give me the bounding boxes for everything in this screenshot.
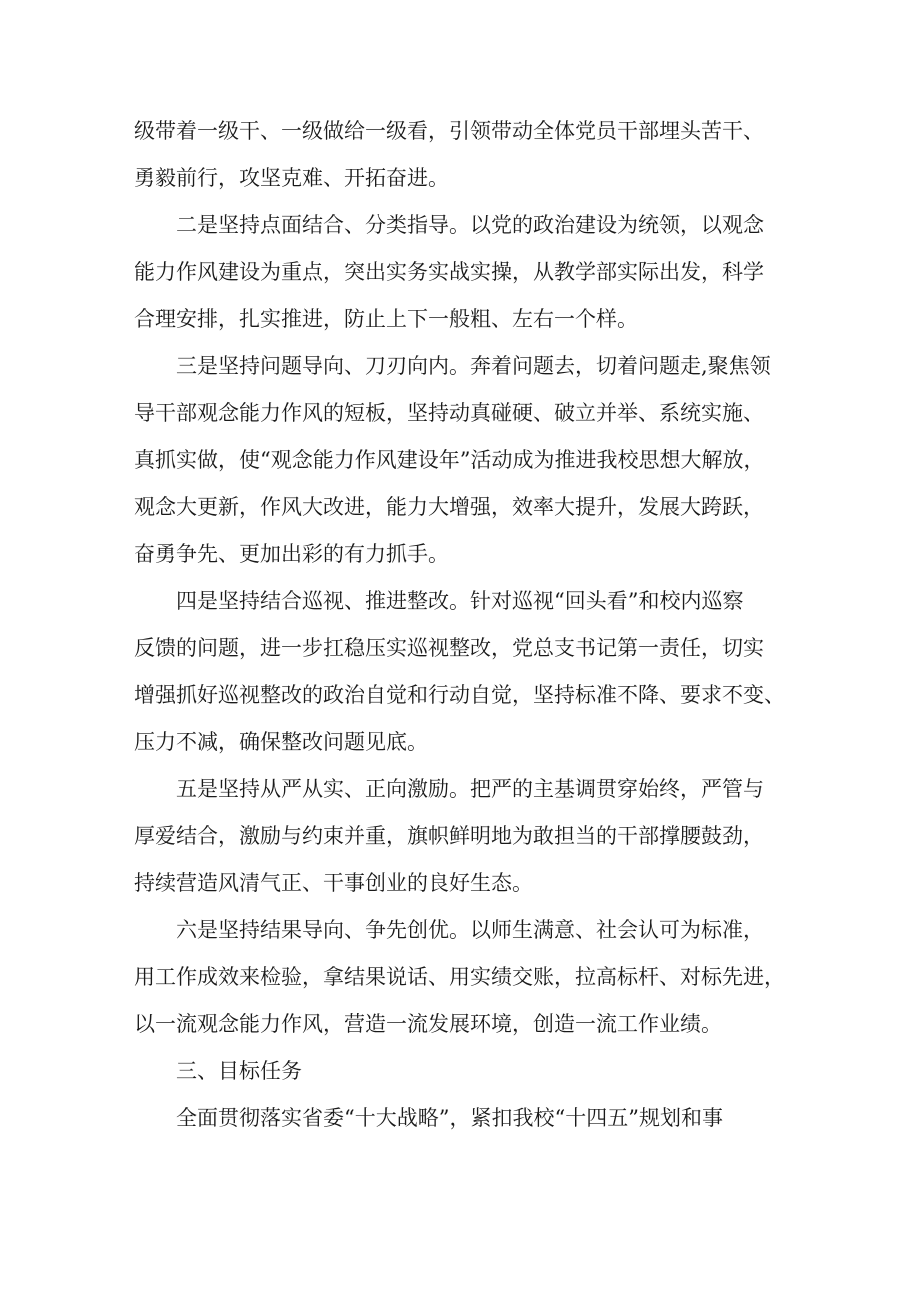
text-line: 反馈的问题，进一步扛稳压实巡视整改，党总支书记第一责任，切实 (134, 636, 764, 660)
paragraph-continuation (134, 108, 806, 202)
paragraph-point-six (134, 907, 806, 1048)
text-line: 勇毅前行，攻坚克难、开拓奋进。 (134, 166, 449, 190)
text-line: 级带着一级干、一级做给一级看，引领带动全体党员干部埋头苦干、 (134, 119, 764, 143)
text-line: 导干部观念能力作风的短板，坚持动真碰硬、破立并举、系统实施、 (134, 401, 764, 425)
text-line: 真抓实做，使“观念能力作风建设年”活动成为推进我校思想大解放， (134, 448, 765, 472)
text-line: 六是坚持结果导向、争先创优。以师生满意、社会认可为标准， (176, 918, 764, 942)
text-line: 以一流观念能力作风，营造一流发展环境，创造一流工作业绩。 (134, 1012, 722, 1036)
text-line: 五是坚持从严从实、正向激励。把严的主基调贯穿始终，严管与 (176, 777, 764, 801)
document-body (134, 108, 806, 1142)
text-line: 二是坚持点面结合、分类指导。以党的政治建设为统领，以观念 (176, 213, 764, 237)
text-line: 奋勇争先、更加出彩的有力抓手。 (134, 542, 449, 566)
paragraph-targets (134, 1095, 806, 1142)
paragraph-point-three (134, 343, 806, 578)
text-line: 压力不减，确保整改问题见底。 (134, 730, 428, 754)
text-line: 能力作风建设为重点，突出实务实战实操，从教学部实际出发，科学 (134, 260, 764, 284)
text-line: 三是坚持问题导向、刀刃向内。奔着问题去，切着问题走,聚焦领 (176, 354, 771, 378)
section-heading (134, 1048, 806, 1095)
paragraph-point-five (134, 766, 806, 907)
paragraph-point-four (134, 578, 806, 766)
paragraph-point-two (134, 202, 806, 343)
text-line: 增强抓好巡视整改的政治自觉和行动自觉，坚持标准不降、要求不变、 (134, 683, 785, 707)
section-heading-text: 三、目标任务 (176, 1059, 302, 1083)
text-line: 全面贯彻落实省委“十大战略”，紧扣我校“十四五”规划和事 (176, 1106, 723, 1130)
text-line: 四是坚持结合巡视、推进整改。针对巡视“回头看”和校内巡察 (176, 589, 744, 613)
text-line: 用工作成效来检验，拿结果说话、用实绩交账，拉高标杆、对标先进， (134, 965, 785, 989)
text-line: 观念大更新，作风大改进，能力大增强，效率大提升，发展大跨跃， (134, 495, 764, 519)
text-line: 合理安排，扎实推进，防止上下一般粗、左右一个样。 (134, 307, 638, 331)
text-line: 厚爱结合，激励与约束并重，旗帜鲜明地为敢担当的干部撑腰鼓劲， (134, 824, 764, 848)
text-line: 持续营造风清气正、干事创业的良好生态。 (134, 871, 533, 895)
